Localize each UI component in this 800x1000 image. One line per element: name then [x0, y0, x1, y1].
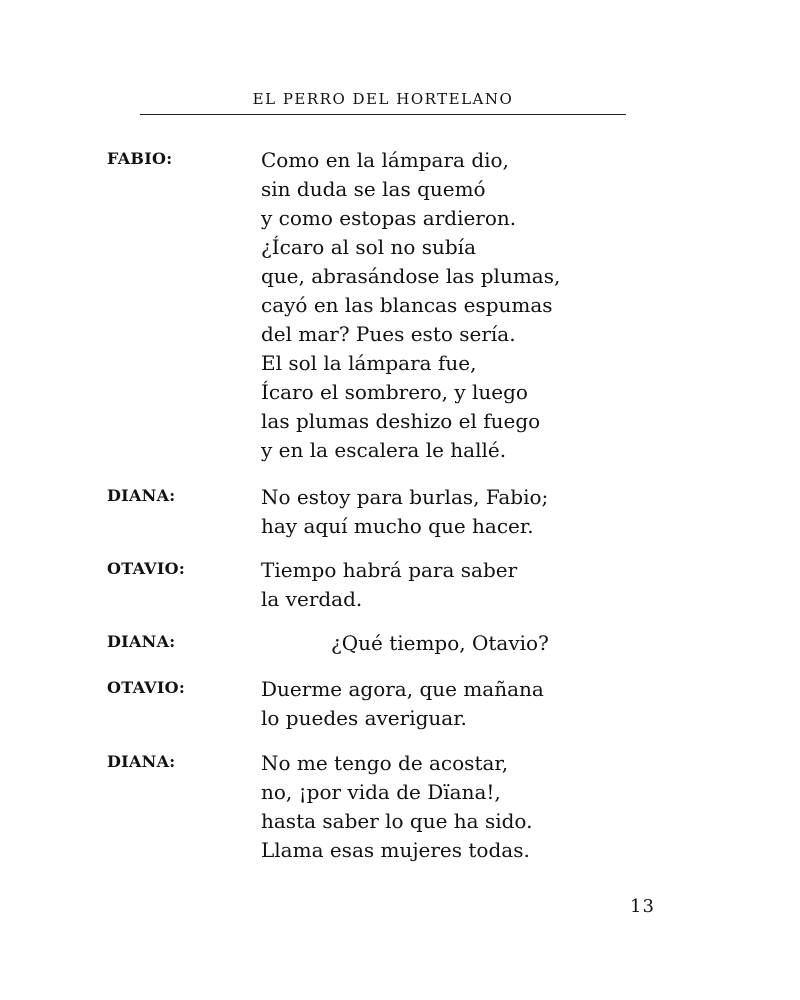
verse-block — [261, 629, 549, 658]
verse-line: Duerme agora, que mañana — [261, 677, 544, 701]
verse-line: las plumas deshizo el fuego — [261, 409, 541, 433]
verse-block — [261, 483, 548, 541]
verse-line: No estoy para burlas, Fabio; — [261, 485, 549, 509]
verse-line: ¿Ícaro al sol no subía — [261, 235, 476, 259]
verse-line: No me tengo de acostar, — [261, 751, 509, 775]
running-head-title: EL PERRO DEL HORTELANO — [252, 90, 514, 108]
verse-block — [261, 556, 517, 614]
verse-line: y en la escalera le hallé. — [261, 438, 507, 462]
speaker-label: OTAVIO: — [107, 559, 186, 578]
verse-line: El sol la lámpara fue, — [261, 351, 477, 375]
verse-line: y como estopas ardieron. — [261, 206, 517, 230]
header-rule — [140, 114, 626, 115]
verse-line-shared: ¿Qué tiempo, Otavio? — [331, 631, 549, 655]
verse-line: que, abrasándose las plumas, — [261, 264, 561, 288]
verse-line: del mar? Pues esto sería. — [261, 322, 516, 346]
page-number: 13 — [630, 896, 655, 917]
verse-line: lo puedes averiguar. — [261, 706, 467, 730]
verse-line: hay aquí mucho que hacer. — [261, 514, 534, 538]
verse-block — [261, 146, 560, 465]
verse-block — [261, 675, 544, 733]
speaker-label: FABIO: — [107, 149, 173, 168]
speaker-label: OTAVIO: — [107, 678, 186, 697]
speaker-label: DIANA: — [107, 486, 176, 505]
verse-block — [261, 749, 532, 865]
verse-line: cayó en las blancas espumas — [261, 293, 553, 317]
verse-line: Tiempo habrá para saber — [261, 558, 518, 582]
verse-line: no, ¡por vida de Dïana!, — [261, 780, 501, 804]
verse-line: sin duda se las quemó — [261, 177, 486, 201]
verse-line: hasta saber lo que ha sido. — [261, 809, 533, 833]
verse-line: la verdad. — [261, 587, 363, 611]
verse-line: Como en la lámpara dio, — [261, 148, 509, 172]
speaker-label: DIANA: — [107, 632, 176, 651]
verse-line: Llama esas mujeres todas. — [261, 838, 530, 862]
speaker-label: DIANA: — [107, 752, 176, 771]
verse-line: Ícaro el sombrero, y luego — [261, 380, 528, 404]
